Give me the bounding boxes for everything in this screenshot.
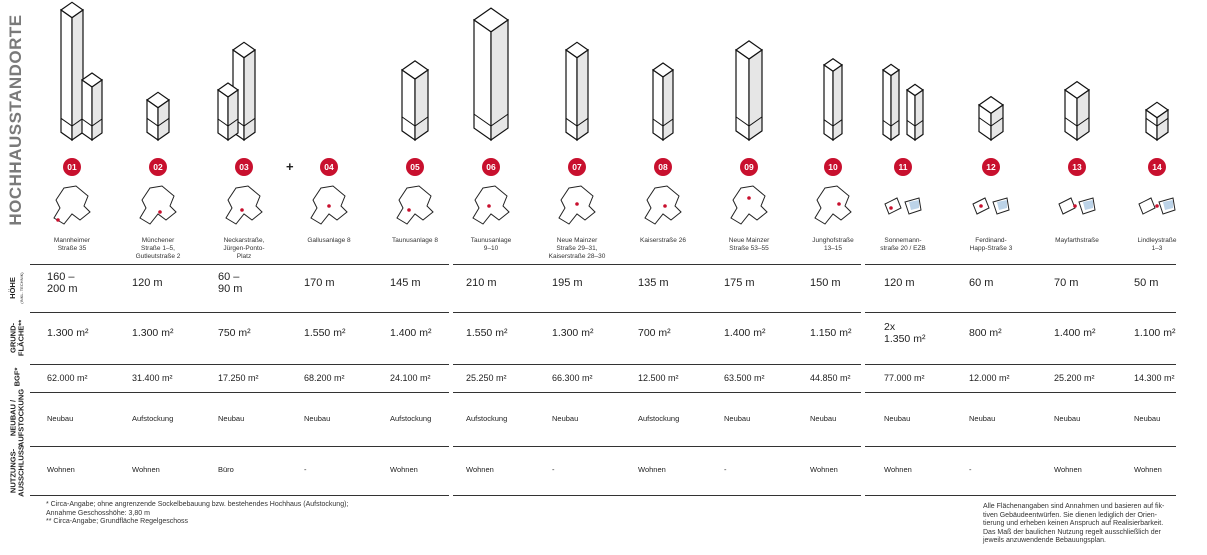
- cell-type-09: Neubau: [724, 414, 751, 423]
- building-03-drawing: [199, 0, 289, 150]
- row-divider: [30, 446, 449, 447]
- cell-grundflaeche-12: 800 m²: [969, 327, 1002, 339]
- site-map-14: [1135, 184, 1179, 230]
- cell-exclusion-04: -: [304, 465, 307, 474]
- site-badge-08: 08: [654, 158, 672, 176]
- cell-exclusion-09: -: [724, 465, 727, 474]
- cell-type-08: Aufstockung: [638, 414, 680, 423]
- site-map-05: [393, 184, 437, 230]
- row-divider: [30, 392, 449, 393]
- cell-exclusion-08: Wohnen: [638, 465, 666, 474]
- cell-bgf-09: 63.500 m²: [724, 373, 765, 383]
- row-divider: [865, 312, 1176, 313]
- cell-bgf-03: 17.250 m²: [218, 373, 259, 383]
- site-location-12: Ferdinand- Happ-Straße 3: [969, 237, 1013, 252]
- cell-grundflaeche-05: 1.400 m²: [390, 327, 432, 339]
- row-label-nutzungsausschluss: NUTZUNGS- AUSSCHLUSS: [8, 445, 25, 497]
- row-divider: [453, 364, 861, 365]
- cell-height-08: 135 m: [638, 277, 669, 289]
- site-map-02: [136, 184, 180, 230]
- cell-bgf-02: 31.400 m²: [132, 373, 173, 383]
- site-location-09: Neue Mainzer Straße 53–55: [728, 237, 770, 252]
- cell-bgf-13: 25.200 m²: [1054, 373, 1095, 383]
- table-bottom-line: [30, 495, 449, 496]
- cell-grundflaeche-09: 1.400 m²: [724, 327, 766, 339]
- row-label-grundflaeche: GRUND- FLÄCHE**: [8, 319, 25, 357]
- site-location-03: Neckarstraße, Jürgen-Ponto- Platz: [223, 237, 265, 260]
- site-location-07: Neue Mainzer Straße 29–31, Kaiserstraße 28–30: [548, 237, 606, 260]
- site-badge-04: 04: [320, 158, 338, 176]
- site-location-04: Gallusanlage 8: [307, 237, 351, 244]
- plus-sign: +: [286, 159, 294, 174]
- site-badge-09: 09: [740, 158, 758, 176]
- row-label-hoehe: HÖHE (INKL. TECHNIK): [8, 272, 24, 304]
- table-bottom-line: [865, 495, 1176, 496]
- building-14-drawing: [1112, 0, 1202, 150]
- site-location-06: Taunusanlage 9–10: [470, 237, 512, 252]
- cell-grundflaeche-08: 700 m²: [638, 327, 671, 339]
- cell-type-10: Neubau: [810, 414, 837, 423]
- footnote-right: Alle Flächenangaben sind Annahmen und basieren auf fik- tiven Gebäudeentwürfen. Sie dienen lediglich der Orien- tierung und erheben keinen Anspruch auf Realisierbarkeit. Das Maß der baulichen Nutzung regelt ausschließlich der jeweils anzuwendende Bebauungsplan.: [983, 503, 1165, 544]
- building-12-drawing: [946, 0, 1036, 150]
- cell-exclusion-02: Wohnen: [132, 465, 160, 474]
- cell-type-14: Neubau: [1134, 414, 1161, 423]
- site-location-08: Kaiserstraße 26: [640, 237, 686, 244]
- cell-bgf-04: 68.200 m²: [304, 373, 345, 383]
- footnote-left: * Circa-Angabe; ohne angrenzende Sockelbebauung bzw. bestehendes Hochhaus (Aufstockung); Annahme Geschosshöhe: 3,80 m ** Circa-Angabe; Grundfläche Regelgeschoss: [46, 501, 349, 525]
- cell-bgf-12: 12.000 m²: [969, 373, 1010, 383]
- row-divider: [865, 446, 1176, 447]
- cell-grundflaeche-03: 750 m²: [218, 327, 251, 339]
- page-title: HOCHHAUSSTANDORTE: [6, 14, 25, 226]
- row-divider: [865, 392, 1176, 393]
- row-divider: [453, 264, 861, 265]
- cell-height-10: 150 m: [810, 277, 841, 289]
- building-11-drawing: [858, 0, 948, 150]
- cell-exclusion-12: -: [969, 465, 972, 474]
- cell-height-07: 195 m: [552, 277, 583, 289]
- building-06-drawing: [446, 0, 536, 150]
- cell-grundflaeche-14: 1.100 m²: [1134, 327, 1176, 339]
- cell-bgf-08: 12.500 m²: [638, 373, 679, 383]
- cell-height-14: 50 m: [1134, 277, 1159, 289]
- site-location-10: Junghofstraße 13–15: [812, 237, 854, 252]
- site-location-14: Lindleystraße 1–3: [1137, 237, 1177, 252]
- cell-type-01: Neubau: [47, 414, 74, 423]
- cell-grundflaeche-10: 1.150 m²: [810, 327, 852, 339]
- cell-bgf-07: 66.300 m²: [552, 373, 593, 383]
- cell-exclusion-03: Büro: [218, 465, 234, 474]
- building-01-drawing: [27, 0, 117, 150]
- site-badge-05: 05: [406, 158, 424, 176]
- cell-grundflaeche-04: 1.550 m²: [304, 327, 346, 339]
- cell-grundflaeche-02: 1.300 m²: [132, 327, 174, 339]
- building-02-drawing: [113, 0, 203, 150]
- building-07-drawing: [532, 0, 622, 150]
- site-location-01: Mannheimer Straße 35: [53, 237, 91, 252]
- cell-grundflaeche-07: 1.300 m²: [552, 327, 594, 339]
- site-map-06: [469, 184, 513, 230]
- site-map-09: [727, 184, 771, 230]
- cell-type-11: Neubau: [884, 414, 911, 423]
- cell-exclusion-10: Wohnen: [810, 465, 838, 474]
- cell-grundflaeche-06: 1.550 m²: [466, 327, 508, 339]
- cell-exclusion-11: Wohnen: [884, 465, 912, 474]
- cell-grundflaeche-13: 1.400 m²: [1054, 327, 1096, 339]
- site-badge-03: 03: [235, 158, 253, 176]
- cell-bgf-11: 77.000 m²: [884, 373, 925, 383]
- row-label-bgf: BGF*: [12, 367, 22, 387]
- site-map-10: [811, 184, 855, 230]
- row-divider: [30, 312, 449, 313]
- row-divider: [453, 446, 861, 447]
- cell-height-05: 145 m: [390, 277, 421, 289]
- cell-bgf-01: 62.000 m²: [47, 373, 88, 383]
- site-badge-10: 10: [824, 158, 842, 176]
- site-badge-06: 06: [482, 158, 500, 176]
- cell-bgf-14: 14.300 m²: [1134, 373, 1175, 383]
- site-map-04: [307, 184, 351, 230]
- cell-height-03: 60 – 90 m: [218, 271, 243, 295]
- cell-type-04: Neubau: [304, 414, 331, 423]
- cell-height-01: 160 – 200 m: [47, 271, 78, 295]
- site-location-05: Taunusanlage 8: [392, 237, 438, 244]
- site-map-03: [222, 184, 266, 230]
- site-map-07: [555, 184, 599, 230]
- building-09-drawing: [704, 0, 794, 150]
- row-label-neubau-aufstockung: NEUBAU / AUFSTOCKUNG: [8, 388, 25, 448]
- cell-exclusion-01: Wohnen: [47, 465, 75, 474]
- cell-exclusion-14: Wohnen: [1134, 465, 1162, 474]
- site-location-02: Münchener Straße 1–5, Gutleutstraße 2: [135, 237, 181, 260]
- row-divider: [453, 312, 861, 313]
- site-badge-01: 01: [63, 158, 81, 176]
- site-badge-14: 14: [1148, 158, 1166, 176]
- row-divider: [30, 264, 449, 265]
- site-map-11: [881, 184, 925, 230]
- cell-type-13: Neubau: [1054, 414, 1081, 423]
- cell-type-12: Neubau: [969, 414, 996, 423]
- cell-bgf-06: 25.250 m²: [466, 373, 507, 383]
- site-location-11: Sonnemann- straße 20 / EZB: [880, 237, 926, 252]
- cell-height-13: 70 m: [1054, 277, 1079, 289]
- cell-type-02: Aufstockung: [132, 414, 174, 423]
- cell-height-12: 60 m: [969, 277, 994, 289]
- cell-exclusion-07: -: [552, 465, 555, 474]
- site-location-13: Mayfarthstraße: [1055, 237, 1099, 244]
- cell-type-06: Aufstockung: [466, 414, 508, 423]
- row-divider: [30, 364, 449, 365]
- cell-type-07: Neubau: [552, 414, 579, 423]
- cell-bgf-10: 44.850 m²: [810, 373, 851, 383]
- cell-type-03: Neubau: [218, 414, 245, 423]
- row-divider: [865, 364, 1176, 365]
- cell-exclusion-06: Wohnen: [466, 465, 494, 474]
- cell-height-02: 120 m: [132, 277, 163, 289]
- building-08-drawing: [618, 0, 708, 150]
- cell-height-06: 210 m: [466, 277, 497, 289]
- cell-bgf-05: 24.100 m²: [390, 373, 431, 383]
- cell-type-05: Aufstockung: [390, 414, 432, 423]
- row-divider: [865, 264, 1176, 265]
- cell-grundflaeche-01: 1.300 m²: [47, 327, 89, 339]
- cell-height-11: 120 m: [884, 277, 915, 289]
- row-divider: [453, 392, 861, 393]
- site-map-12: [969, 184, 1013, 230]
- site-map-08: [641, 184, 685, 230]
- site-badge-02: 02: [149, 158, 167, 176]
- site-badge-13: 13: [1068, 158, 1086, 176]
- site-badge-07: 07: [568, 158, 586, 176]
- table-bottom-line: [453, 495, 861, 496]
- site-badge-11: 11: [894, 158, 912, 176]
- cell-grundflaeche-11: 2x 1.350 m²: [884, 321, 926, 345]
- cell-exclusion-05: Wohnen: [390, 465, 418, 474]
- site-map-01: [50, 184, 94, 230]
- cell-height-09: 175 m: [724, 277, 755, 289]
- site-badge-12: 12: [982, 158, 1000, 176]
- cell-exclusion-13: Wohnen: [1054, 465, 1082, 474]
- building-13-drawing: [1032, 0, 1122, 150]
- site-map-13: [1055, 184, 1099, 230]
- cell-height-04: 170 m: [304, 277, 335, 289]
